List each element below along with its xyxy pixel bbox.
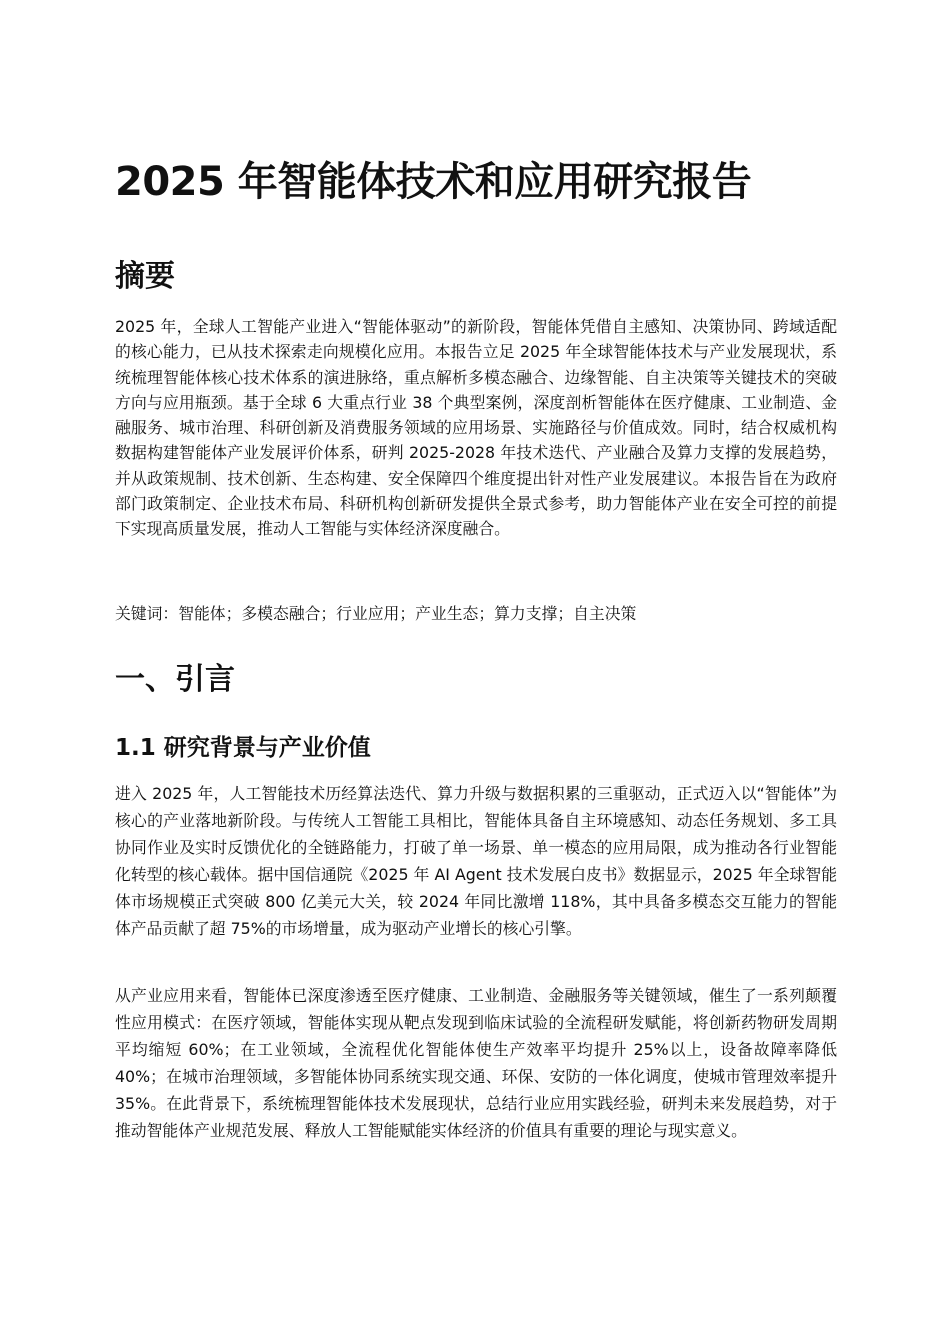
document-title: 2025 年智能体技术和应用研究报告 (115, 159, 752, 205)
keywords-line: 关键词：智能体；多模态融合；行业应用；产业生态；算力支撑；自主决策 (115, 604, 637, 623)
abstract-body: 2025 年，全球人工智能产业进入“智能体驱动”的新阶段，智能体凭借自主感知、决策协同、跨域适配的核心能力，已从技术探索走向规模化应用。本报告立足 2025 年全球智能体技术与产业发展现状，系统梳理智能体核心技术体系的演进脉络，重点解析多模态融合、边缘智能、自主决策等关键技术的突破方向与应用瓶颈。基于全球 6 大重点行业 38 个典型案例，深度剖析智能体在医疗健康、工业制造、金融服务、城市治理、科研创新及消费服务领域的应用场景、实施路径与价值成效。同时，结合权威机构数据构建智能体产业发展评价体系，研判 2025-2028 年技术迭代、产业融合及算力支撑的发展趋势，并从政策规制、技术创新、生态构建、安全保障四个维度提出针对性产业发展建议。本报告旨在为政府部门政策制定、企业技术布局、科研机构创新研发提供全景式参考，助力智能体产业在安全可控的前提下实现高质量发展，推动人工智能与实体经济深度融合。 (115, 317, 837, 539)
body-paragraph: 进入 2025 年，人工智能技术历经算法迭代、算力升级与数据积累的三重驱动，正式迈入以“智能体”为核心的产业落地新阶段。与传统人工智能工具相比，智能体具备自主环境感知、动态任务规划、多工具协同作业及实时反馈优化的全链路能力，打破了单一场景、单一模态的应用局限，成为推动各行业智能化转型的核心载体。据中国信通院《2025 年 AI Agent 技术发展白皮书》数据显示，2025 年全球智能体市场规模正式突破 800 亿美元大关，较 2024 年同比激增 118%，其中具备多模态交互能力的智能体产品贡献了超 75%的市场增量，成为驱动产业增长的核心引擎。 (115, 784, 837, 939)
abstract-heading: 摘要 (115, 259, 175, 294)
subsection-heading-background: 1.1 研究背景与产业价值 (115, 735, 371, 761)
section-heading-introduction: 一、引言 (115, 662, 235, 697)
body-paragraph: 从产业应用来看，智能体已深度渗透至医疗健康、工业制造、金融服务等关键领域，催生了一系列颠覆性应用模式：在医疗领域，智能体实现从靶点发现到临床试验的全流程研发赋能，将创新药物研发周期平均缩短 60%；在工业领域，全流程优化智能体使生产效率平均提升 25%以上，设备故障率降低 40%；在城市治理领域，多智能体协同系统实现交通、环保、安防的一体化调度，使城市管理效率提升 35%。在此背景下，系统梳理智能体技术发展现状，总结行业应用实践经验，研判未来发展趋势，对于推动智能体产业规范发展、释放人工智能赋能实体经济的价值具有重要的理论与现实意义。 (115, 986, 837, 1140)
